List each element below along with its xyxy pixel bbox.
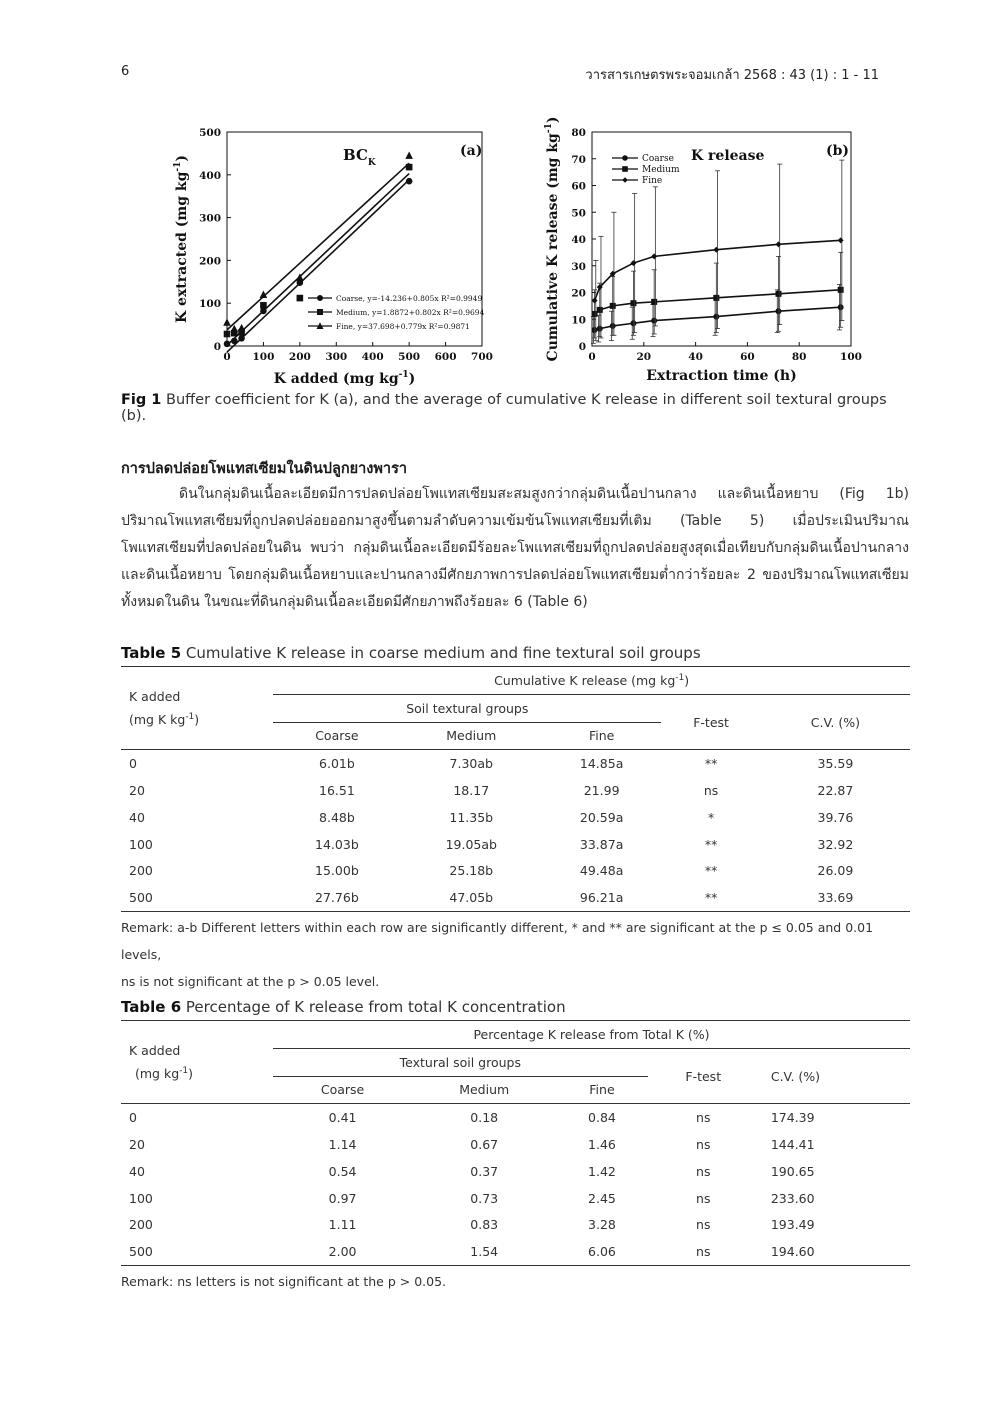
- chart-a-legend-label: Fine, y=37.698+0.779x R²=0.9871: [336, 322, 470, 331]
- table-cell: 27.76b: [315, 890, 359, 906]
- chart-b-xtick-label: 80: [791, 351, 807, 363]
- chart-b-xtick-label: 60: [740, 351, 755, 363]
- chart-a-title: $BC_K$: [343, 146, 376, 168]
- table-cell: 1.46: [588, 1137, 616, 1153]
- chart-a-xlabel-sup: -1: [398, 370, 409, 380]
- table6-group-header: Percentage K release from Total K (%): [273, 1021, 910, 1049]
- chart-a-xtick-label: 600: [434, 351, 457, 363]
- chart-a-xtick-label: 700: [471, 351, 493, 363]
- chart-b-xtick-label: 40: [688, 351, 703, 363]
- chart-a-point: [260, 302, 267, 309]
- table-cell: 0.84: [588, 1110, 616, 1126]
- chart-b-ytick-label: 20: [571, 287, 586, 300]
- table-cell: ns: [696, 1163, 711, 1179]
- table-cell: 11.35b: [449, 809, 494, 825]
- table-cell: 2.45: [588, 1190, 616, 1206]
- table-cell: 14.85a: [579, 756, 624, 772]
- chart-b-ytick-label: 40: [571, 234, 586, 246]
- table6-title: [121, 998, 566, 1016]
- table-cell: 39.76: [817, 809, 854, 825]
- chart-b-point: [597, 307, 603, 313]
- chart-b-legend-marker: [622, 177, 628, 183]
- table-cell: 500: [129, 1244, 153, 1260]
- table5-kadded-unit: (mg K kg: [129, 712, 186, 728]
- table5-ftest-header: F-test: [693, 714, 729, 730]
- table-row: [121, 884, 910, 911]
- table5-col-medium: Medium: [446, 728, 497, 744]
- table5-kadded-line2: [129, 712, 273, 727]
- table6-kadded-sup: -1: [179, 1066, 189, 1077]
- table-row: [121, 1104, 910, 1131]
- table6-kadded-close: ): [188, 1066, 194, 1082]
- table-cell: 1.14: [328, 1137, 357, 1153]
- table-cell: 0.67: [470, 1137, 499, 1153]
- table6-kadded-header: [121, 1021, 273, 1104]
- journal-header: วารสารเกษตรพระจอมเกล้า 2568 : 43 (1) : 1 - 11: [585, 68, 879, 83]
- table-cell: ns: [696, 1190, 711, 1206]
- chart-a-legend-label: Medium, y=1.8872+0.802x R²=0.9694: [336, 308, 485, 317]
- table-cell: 2.00: [328, 1244, 357, 1260]
- chart-b-legend-marker: [622, 155, 628, 161]
- table-row: [121, 858, 910, 885]
- table-cell: 6.01b: [319, 756, 355, 772]
- chart-a-ylabel: K extracted (mg $kg^{-1}$): [173, 155, 190, 323]
- chart-b-legend-marker: [622, 166, 628, 172]
- table-row: [121, 777, 910, 804]
- chart-a-fit-line: [227, 163, 409, 330]
- table5-remark-line1: Remark: a-b Different letters within each row are significantly different, * and ** are significant at the p ≤ 0.05 and 0.01 levels,: [121, 920, 874, 962]
- chart-a-ytick-label: 300: [199, 212, 221, 225]
- table-cell: 49.48a: [579, 863, 624, 879]
- section-paragraph: [121, 481, 909, 616]
- table-cell: ns: [696, 1217, 711, 1233]
- chart-a-fit-line: [227, 174, 409, 346]
- table-row: [121, 1185, 910, 1212]
- table-cell: 1.11: [328, 1217, 357, 1233]
- chart-b-ytick-label: 80: [571, 127, 586, 139]
- chart-b-ylabel-close: ): [545, 116, 561, 124]
- table-cell: 18.17: [453, 783, 490, 799]
- chart-a-xtick-label: 100: [252, 351, 275, 363]
- table-cell: 100: [129, 836, 153, 852]
- table-cell: 20: [129, 783, 145, 799]
- table5-title: [121, 644, 701, 662]
- table-cell: 33.87a: [579, 836, 624, 852]
- section-title: การปลดปล่อยโพแทสเซียมในดินปลูกยางพารา: [121, 461, 407, 477]
- table-cell: 0.37: [470, 1163, 499, 1179]
- table-cell: 0.18: [470, 1110, 499, 1126]
- table5-sub-header: Soil textural groups: [273, 694, 661, 722]
- chart-a-ylabel-close: ): [174, 155, 190, 162]
- table-row: [121, 750, 910, 777]
- table-cell: 193.49: [770, 1217, 815, 1233]
- table5-remark: [121, 914, 911, 995]
- chart-a-point: [297, 295, 304, 302]
- table-cell: 0.97: [328, 1190, 357, 1206]
- chart-a-ylabel-sup: -1: [173, 161, 183, 172]
- table-cell: 0.83: [470, 1217, 499, 1233]
- section-paragraph-text: ดินในกลุ่มดินเนื้อละเอียดมีการปลดปล่อยโพแทสเซียมสะสมสูงกว่ากลุ่มดินเนื้อปานกลาง และดินเนื้อหยาบ (Fig 1b) ปริมาณโพแทสเซียมที่ถูกปลดปล่อยออกมาสูงขึ้นตามลำดับความเข้มข้นโพแทสเซียมที่เติม (Table 5) เมื่อประเมินปริมาณโพแทสเซียมที่ปลดปล่อยในดิน พบว่า กลุ่มดินเนื้อละเอียดมีร้อยละโพแทสเซียมที่ถูกปลดปล่อยสูงสุดเมื่อเทียบกับกลุ่มดินเนื้อปานกลางและดินเนื้อหยาบ โดยกลุ่มดินเนื้อหยาบและปานกลางมีศักยภาพการปลดปล่อยโพแทสเซียมต่ำกว่าร้อยละ 2 ของปริมาณโพแทสเซียมทั้งหมดในดิน ในขณะที่ดินกลุ่มดินเนื้อละเอียดมีศักยภาพถึงร้อยละ 6 (Table 6): [121, 486, 909, 610]
- chart-b-xtick-label: 0: [588, 351, 596, 363]
- table6-remark: Remark: ns letters is not significant at the p > 0.05.: [121, 1274, 447, 1289]
- chart-b-legend-label: Fine: [642, 176, 663, 186]
- chart-b-point: [630, 260, 636, 266]
- table-cell: 0.73: [470, 1190, 499, 1206]
- table5-body: [121, 750, 910, 912]
- chart-a-xtick-label: 200: [288, 351, 311, 363]
- chart-b-ytick-label: 10: [571, 314, 586, 327]
- table5-remark-line2: ns is not significant at the p > 0.05 level.: [121, 974, 380, 989]
- chart-b-frame: [592, 132, 851, 346]
- table-cell: 500: [129, 890, 153, 906]
- table5-col-fine: Fine: [588, 728, 615, 744]
- figure-1-svg: [160, 116, 880, 392]
- table6-kadded-line1: K added: [129, 1043, 181, 1059]
- chart-b-panel-label: (b): [826, 143, 850, 159]
- chart-a-xlabel-close: ): [408, 371, 416, 387]
- table-cell: 20.59a: [579, 809, 624, 825]
- table5-title-text: Cumulative K release in coarse medium and fine textural soil groups: [185, 644, 701, 662]
- table6-col-fine: Fine: [589, 1082, 615, 1098]
- table5-col-coarse: Coarse: [315, 728, 359, 744]
- chart-a-xtick-label: 0: [223, 351, 231, 363]
- table-cell: 8.48b: [319, 809, 355, 825]
- chart-b-ytick-label: 60: [571, 180, 586, 193]
- table5-group-header-text: Cumulative K release (mg kg: [494, 672, 676, 688]
- chart-a-title-sub: K: [367, 158, 376, 168]
- chart-a-xtick-label: 300: [325, 351, 348, 363]
- table-cell: 233.60: [770, 1190, 815, 1206]
- table5-kadded-sup: -1: [185, 712, 195, 723]
- table-cell: 0.41: [328, 1110, 357, 1126]
- table-cell: 32.92: [817, 836, 854, 852]
- chart-a-ytick-label: 500: [199, 127, 221, 139]
- chart-a-point: [223, 318, 231, 325]
- chart-a-point: [405, 151, 413, 158]
- chart-a-ytick-label: 100: [199, 298, 221, 311]
- chart-b-point: [713, 247, 719, 253]
- chart-b-ytick-label: 30: [571, 260, 586, 273]
- chart-a-point: [406, 178, 413, 185]
- table-cell: 144.41: [770, 1137, 815, 1153]
- table-cell: 33.69: [817, 890, 854, 906]
- table-cell: 14.03b: [315, 836, 359, 852]
- table5-kadded-header: [121, 667, 273, 750]
- table-cell: 15.00b: [315, 863, 359, 879]
- figure-caption-text: Buffer coefficient for K (a), and the average of cumulative K release in different soil textural groups (b).: [121, 392, 887, 424]
- table6-label: Table 6: [121, 998, 182, 1016]
- chart-a-xtick-label: 400: [361, 351, 384, 363]
- table6-kadded-line2: [129, 1066, 273, 1081]
- chart-b-ytick-label: 70: [571, 153, 586, 166]
- chart-a-ytick-label: 0: [213, 341, 221, 353]
- table-row: [121, 1212, 910, 1239]
- figure-1: [160, 116, 880, 392]
- chart-b-point: [775, 241, 781, 247]
- chart-a-xlabel: K added (mg $kg^{-1}$): [273, 370, 416, 387]
- table-cell: ns: [696, 1137, 711, 1153]
- chart-a-legend-label: Coarse, y=-14.236+0.805x R²=0.9949: [336, 294, 483, 303]
- table-cell: 21.99: [583, 783, 620, 799]
- chart-b-point: [592, 311, 598, 317]
- table-cell: 26.09: [817, 863, 854, 879]
- chart-b-point: [610, 303, 616, 309]
- table-row: [121, 1238, 910, 1265]
- table6-col-coarse: Coarse: [320, 1082, 365, 1098]
- table-row: [121, 1158, 910, 1185]
- chart-a-ytick-label: 400: [199, 169, 221, 182]
- table-cell: 20: [129, 1137, 145, 1153]
- chart-a-point: [238, 324, 246, 331]
- figure-caption-label: Fig 1: [121, 392, 162, 408]
- table-cell: **: [704, 756, 718, 772]
- chart-a-legend-marker: [317, 295, 323, 301]
- table-cell: 40: [129, 1163, 145, 1179]
- chart-b-ylabel-sup: -1: [544, 123, 554, 134]
- table6-cv-header: C.V. (%): [770, 1068, 821, 1084]
- table6-title-text: Percentage of K release from total K concentration: [185, 998, 566, 1016]
- chart-a-legend-marker: [317, 309, 323, 315]
- chart-b-xtick-label: 20: [636, 351, 652, 363]
- chart-b-point: [775, 291, 781, 297]
- chart-b-ytick-label: 0: [578, 341, 586, 353]
- chart-b-point: [630, 300, 636, 306]
- table-cell: 200: [129, 863, 153, 879]
- table-cell: 1.54: [470, 1244, 499, 1260]
- chart-b-point: [651, 253, 657, 259]
- table6-body: [121, 1104, 910, 1266]
- chart-b-legend-label: Coarse: [642, 154, 674, 164]
- table-cell: 174.39: [770, 1110, 815, 1126]
- table-6: [121, 1020, 910, 1266]
- chart-b-ytick-label: 50: [571, 207, 586, 220]
- chart-a-ytick-label: 200: [199, 255, 221, 268]
- chart-b-legend-label: Medium: [642, 165, 680, 175]
- table-cell: 0: [129, 756, 137, 772]
- chart-b-title: K release: [691, 148, 765, 164]
- table-cell: 35.59: [817, 756, 854, 772]
- table-cell: **: [704, 890, 718, 906]
- table-cell: 96.21a: [579, 890, 624, 906]
- table-cell: 16.51: [319, 783, 355, 799]
- table-cell: ns: [703, 783, 719, 799]
- chart-b-point: [651, 299, 657, 305]
- table-row: [121, 1131, 910, 1158]
- table5-cv-header: C.V. (%): [810, 714, 860, 730]
- page-number: 6: [121, 64, 130, 79]
- table5-group-header-close: ): [684, 672, 690, 688]
- chart-a-point: [224, 331, 231, 338]
- table-row: [121, 804, 910, 831]
- table-cell: ns: [696, 1110, 711, 1126]
- table5-kadded-line1: K added: [129, 689, 181, 705]
- table6-col-medium: Medium: [459, 1082, 510, 1098]
- chart-b-point: [838, 287, 844, 293]
- table5-group-header-sup: -1: [675, 672, 685, 683]
- table-cell: ns: [696, 1244, 711, 1260]
- table-cell: 1.42: [588, 1163, 616, 1179]
- table-row: [121, 831, 910, 858]
- table5-label: Table 5: [121, 644, 182, 662]
- table6-kadded-unit: (mg kg: [135, 1066, 180, 1082]
- chart-a-panel-label: (a): [460, 143, 483, 159]
- table-cell: 194.60: [770, 1244, 815, 1260]
- table-cell: 100: [129, 1190, 153, 1206]
- table-cell: 190.65: [770, 1163, 815, 1179]
- table-cell: 6.06: [588, 1244, 616, 1260]
- table-cell: **: [704, 863, 718, 879]
- table6-sub-header: Textural soil groups: [273, 1048, 648, 1076]
- table-cell: 22.87: [817, 783, 854, 799]
- table6-ftest-header: F-test: [685, 1068, 722, 1084]
- table-cell: **: [704, 836, 718, 852]
- chart-a-point: [238, 335, 245, 342]
- chart-b-xlabel: Extraction time (h): [646, 368, 797, 384]
- chart-b-point: [713, 295, 719, 301]
- chart-a-xtick-label: 500: [398, 351, 421, 363]
- table-cell: 7.30ab: [449, 756, 493, 772]
- table5-kadded-close: ): [194, 712, 200, 728]
- chart-b-ylabel: Cumulative K release (mg $kg^{-1}$): [544, 116, 561, 362]
- chart-b-point: [838, 237, 844, 243]
- table5-group-header: [273, 667, 910, 695]
- table-cell: 47.05b: [449, 890, 494, 906]
- table-cell: 0.54: [328, 1163, 357, 1179]
- chart-b-xtick-label: 100: [840, 351, 862, 363]
- table-cell: 19.05ab: [445, 836, 497, 852]
- table-cell: 0: [129, 1110, 137, 1126]
- table-cell: *: [707, 809, 715, 825]
- figure-caption: [121, 392, 901, 424]
- table-cell: 3.28: [588, 1217, 616, 1233]
- table-cell: 200: [129, 1217, 153, 1233]
- table-5: [121, 666, 910, 912]
- table-cell: 25.18b: [449, 863, 494, 879]
- table-cell: 40: [129, 809, 145, 825]
